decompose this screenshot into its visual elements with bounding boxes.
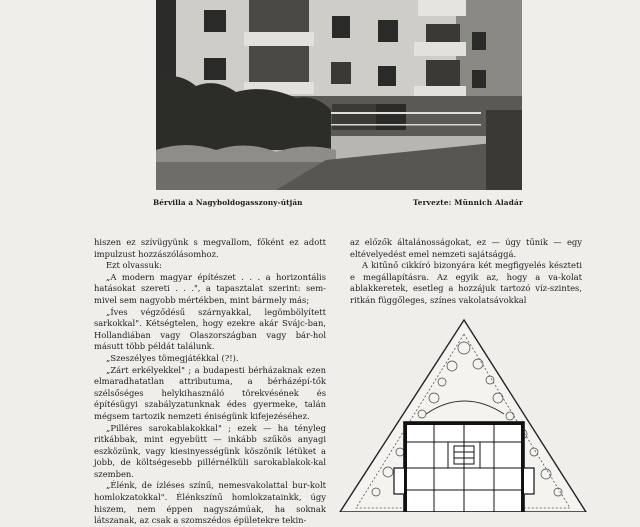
paragraph: „A modern magyar építészet . . . a horizontális hatásokat szereti . . .", a tapasztalat szerint: sem-mivel sem nagyobb mértékben, mint bármely más; bbox=[94, 271, 326, 305]
floor-plan bbox=[338, 318, 588, 512]
paragraph: „Zárt erkélyekkel" ; a budapesti bérházaknak ezen elmaradhatatlan attributuma, a bérházépí-tők szélsőséges helykihasználó törekvésének és építésügyi szabályzatunknak édes gyermeke, talán mégsem tartozik nemzeti éniségünk kifejezéséhez. bbox=[94, 364, 326, 421]
text-column-left bbox=[94, 237, 326, 527]
photo-caption-title: Bérvilla a Nagyboldogasszony-útján bbox=[153, 198, 303, 207]
paragraph: „Élénk, de ízléses színű, nemesvakolattal bur-kolt homlokzatokkal". Élénkszínű homlokzatainkk, úgy hiszem, nem éppen nagyszámúak, ha soknak látszanak, az csak a szomszédos épületekre tekin- bbox=[94, 480, 326, 526]
paragraph: hiszen ez szívügyünk s megvallom, főként ez adott impulzust hozzászólásomhoz. bbox=[94, 237, 326, 259]
building-photo-drawing bbox=[156, 0, 522, 190]
building-photo bbox=[156, 0, 522, 190]
text-column-right bbox=[350, 237, 582, 307]
paragraph: A kitűnő cikkíró bizonyára két megfigyelés készteti e megállapításra. Az egyik az, hogy a va-kolat ablakkeretek, esetleg a hozzájuk tartozó víz-szintes, ritkán függőleges, színes vakolatsávokkal bbox=[350, 260, 582, 305]
paragraph: „Pilléres sarokablakokkal" ; ezek — ha tényleg ritkábbak, mint egyebütt — inkább szűkös anyagi eszközünk, vagy kiesinyességünk köszönik létüket a jobb, de költségesebb pillérnélküli sarokablakok-kal szemben. bbox=[94, 422, 326, 479]
paragraph: Ezt olvassuk: bbox=[106, 260, 162, 271]
paragraph: „Szeszélyes tömegjátékkal (?!). bbox=[106, 352, 239, 363]
floor-plan-drawing bbox=[338, 318, 588, 512]
paragraph: „Íves végződésű szárnyakkal, legömbölyített sarkokkal". Kétségtelen, hogy ezekre akár Svájc-ban, Hollandiában vagy Olaszországban vagy bár-hol másutt több példát találunk. bbox=[94, 306, 326, 352]
paragraph: az előzők általánosságokat, ez — úgy tűnik — egy eltévelyedést emel nemzeti sajátsággá. bbox=[350, 237, 582, 259]
photo-caption-designer: Tervezte: Münnich Aladár bbox=[412, 198, 523, 207]
